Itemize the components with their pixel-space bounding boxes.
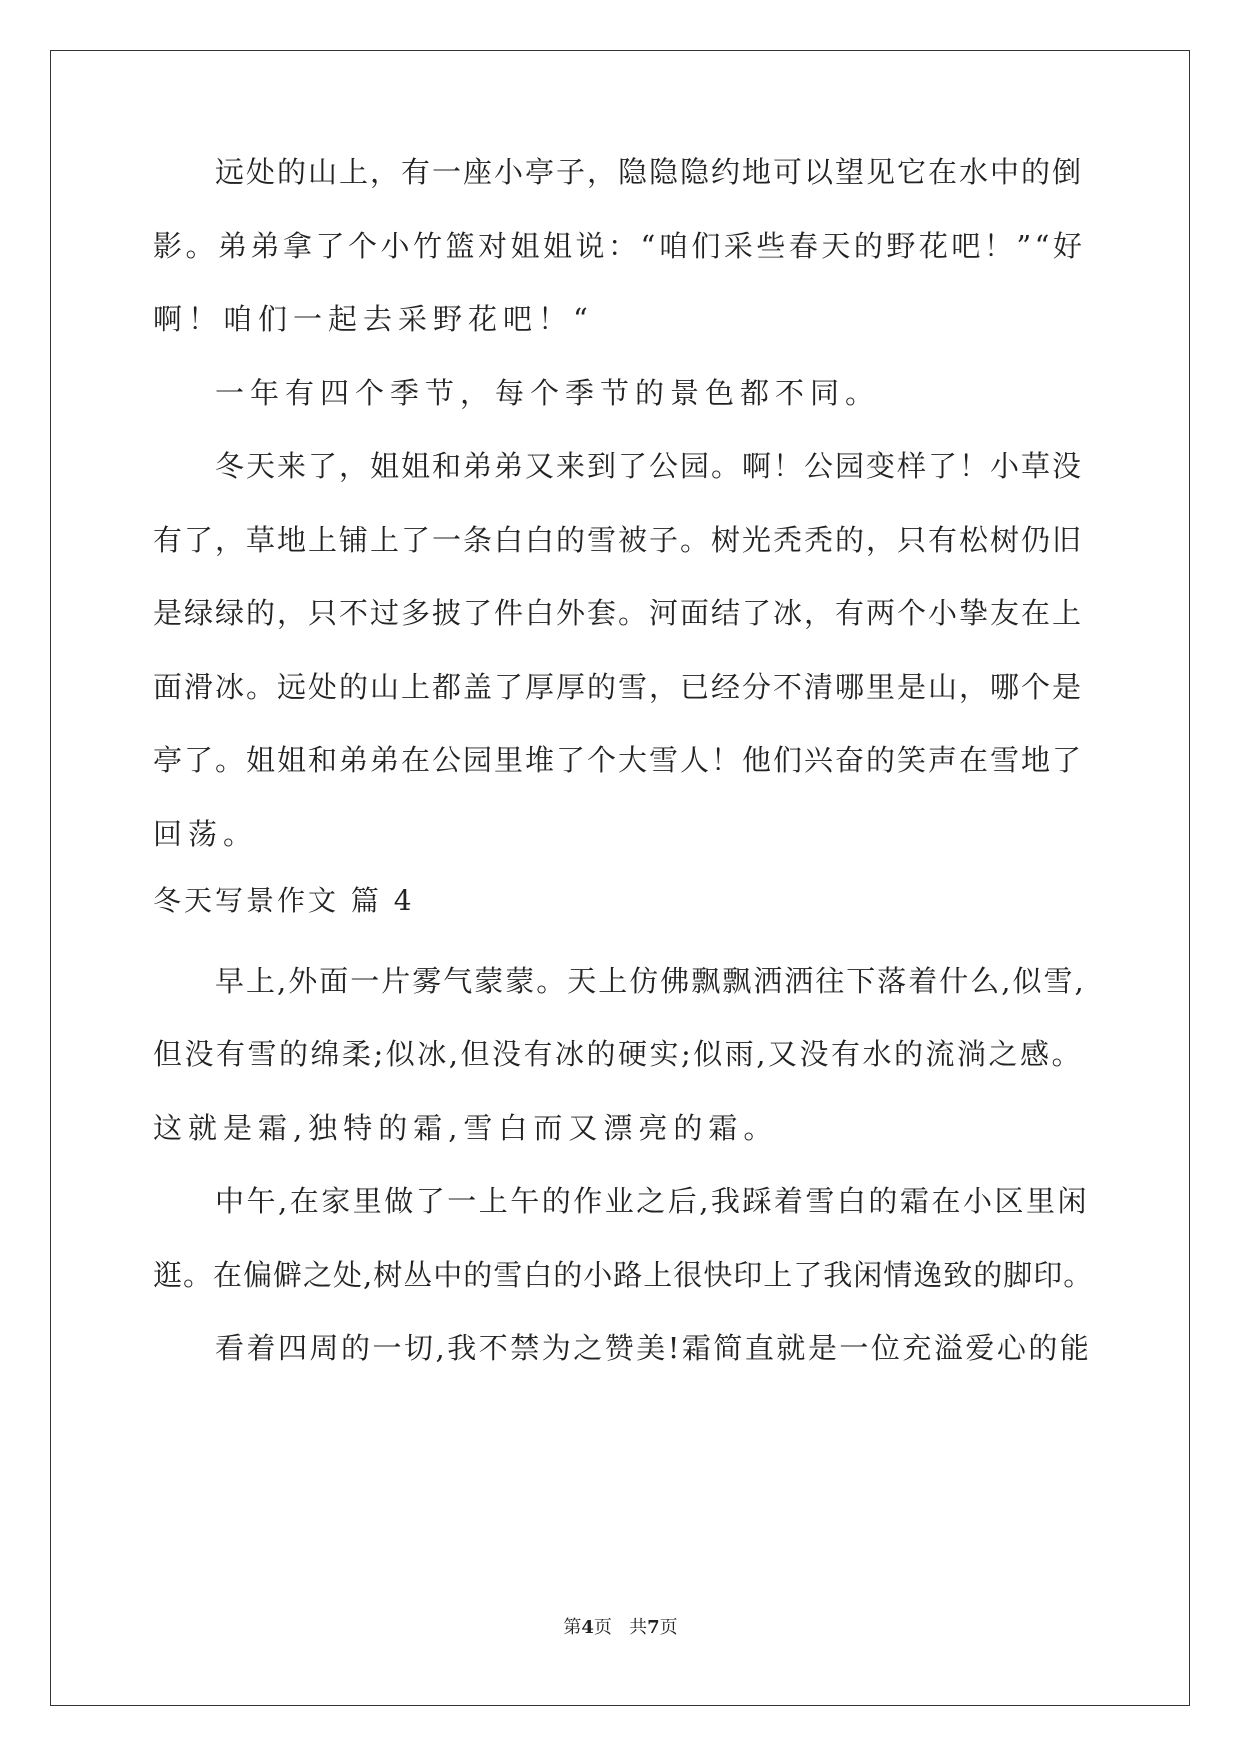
- paragraph-line: 远处的山上，有一座小亭子，隐隐隐约地可以望见它在水中的倒: [215, 155, 1084, 189]
- paragraph-line: 面滑冰。远处的山上都盖了厚厚的雪，已经分不清哪里是山，哪个是: [153, 670, 1084, 704]
- paragraph-line: 有了，草地上铺上了一条白白的雪被子。树光秃秃的，只有松树仍旧: [153, 523, 1084, 557]
- footer-suffix: 页: [659, 1617, 678, 1638]
- paragraph-line: 一年有四个季节，每个季节的景色都不同。: [215, 376, 881, 410]
- paragraph-line: 看着四周的一切,我不禁为之赞美!霜简直就是一位充溢爱心的能: [215, 1331, 1092, 1365]
- section-heading: 冬天写景作文 篇 4: [153, 884, 415, 917]
- paragraph-line: 冬天来了，姐姐和弟弟又来到了公园。啊！公园变样了！小草没: [215, 449, 1084, 483]
- paragraph-line: 回荡。: [153, 817, 259, 851]
- paragraph-line: 早上,外面一片雾气蒙蒙。天上仿佛飘飘洒洒往下落着什么,似雪,: [215, 964, 1086, 998]
- footer-prefix: 第: [563, 1617, 582, 1638]
- paragraph-line: 逛。在偏僻之处,树丛中的雪白的小路上很快印上了我闲情逸致的脚印。: [153, 1258, 1094, 1292]
- page-footer: [0, 1616, 1241, 1640]
- total-page-count: 7: [647, 1617, 660, 1638]
- paragraph-line: 这就是霜,独特的霜,雪白而又漂亮的霜。: [153, 1111, 779, 1145]
- paragraph-line: 是绿绿的，只不过多披了件白外套。河面结了冰，有两个小挚友在上: [153, 596, 1084, 630]
- paragraph-line: 但没有雪的绵柔;似冰,但没有冰的硬实;似雨,又没有水的流淌之感。: [153, 1037, 1083, 1071]
- footer-mid: 页 共: [593, 1617, 648, 1638]
- paragraph-line: 中午,在家里做了一上午的作业之后,我踩着雪白的霜在小区里闲: [215, 1184, 1089, 1218]
- paragraph-line: 啊！咱们一起去采野花吧！“: [153, 302, 594, 336]
- paragraph-line: 亭了。姐姐和弟弟在公园里堆了个大雪人！他们兴奋的笑声在雪地了: [153, 743, 1084, 777]
- paragraph-line: 影。弟弟拿了个小竹篮对姐姐说：“咱们采些春天的野花吧！”“好: [153, 229, 1086, 263]
- current-page-number: 4: [581, 1617, 594, 1638]
